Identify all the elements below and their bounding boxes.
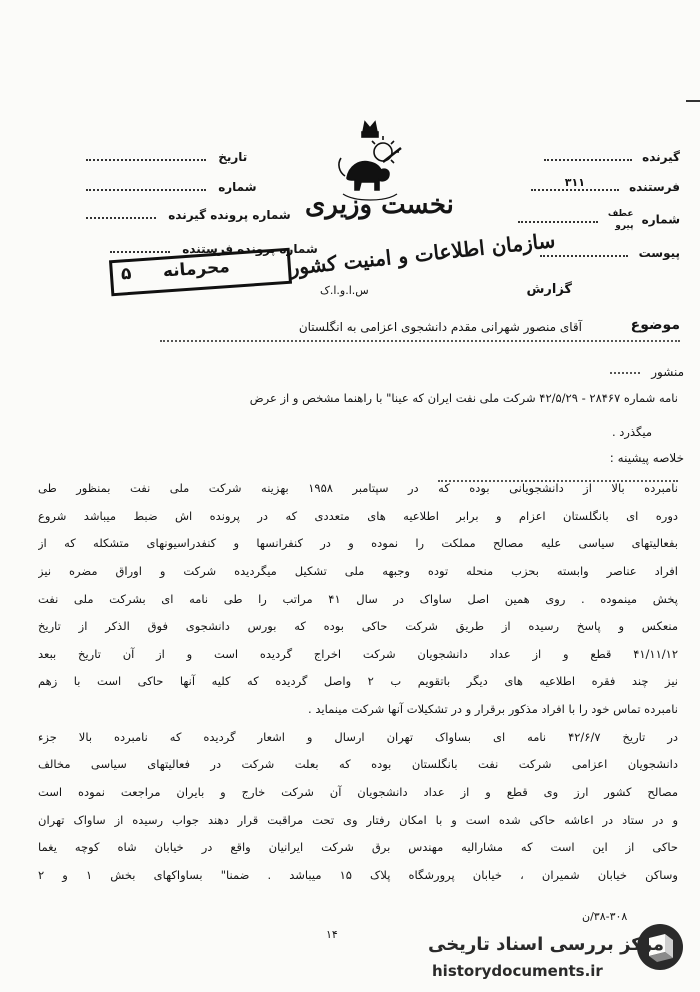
reference-heading-dots xyxy=(610,372,640,374)
date-field xyxy=(86,150,247,164)
summary-line: بفعالیتهای سیاسی علیه مصالح مملکت را نموده و در کنفرانسها و کنفدراسیونهای متشکله که از xyxy=(38,536,678,550)
shomare-field xyxy=(86,180,257,194)
number-sub-labels xyxy=(608,208,634,232)
reference-heading: منشور xyxy=(651,365,684,379)
page-mark: ۱۴ xyxy=(326,928,338,941)
number-sub-b: پیرو xyxy=(615,221,634,231)
summary-line: و در ستاد در اعاشه حاکی شده است و با امکان رفتار وی تحت مراقبت قرار دهند جواب رسیده از ساواک تهران xyxy=(38,813,678,827)
number-sub-a: عطف xyxy=(607,209,634,219)
organization-title: سازمان اطلاعات و امنیت کشور xyxy=(288,228,557,280)
recipient-dots xyxy=(544,155,632,161)
summary-line: نامبرده بالا از دانشجویانی بوده که در سپتامبر ۱۹۵۸ بهزینه شرکت ملی نفت بمنظور طی xyxy=(38,481,678,495)
watermark-title: مرکز بررسی اسناد تاریخی xyxy=(428,934,665,955)
recipient-field xyxy=(544,150,680,164)
date-dots xyxy=(86,155,206,161)
summary-line: منعکس و پاسخ رسیده از طریق شرکت حاکی بوده که بورس دانشجوی فوق الذکر از تاریخ xyxy=(38,619,678,633)
shomare-dots xyxy=(86,185,206,191)
summary-line: نامبرده تماس خود را با افراد مذکور برقرار و در تشکیلات آنها شرکت مینماید . xyxy=(308,702,678,716)
receiver-file-dots xyxy=(86,213,156,219)
summary-line: دوره ای بانگلستان اعزام و برابر اطلاعیه های متعددی که در پرونده اش ضبط میباشد شروع xyxy=(38,509,678,523)
sender-field xyxy=(531,175,680,194)
reference-line-1: نامه شماره ۲۸۴۶۷ - ۴۲/۵/۲۹ شرکت ملی نفت ایران که عینا" با راهنما مشخص و از عرض xyxy=(249,391,678,405)
prime-ministry-title: نخست وزیری xyxy=(305,190,454,220)
summary-heading: خلاصه پیشینه : xyxy=(609,451,684,465)
summary-line: در تاریخ ۴۲/۶/۷ نامه ای بساواک تهران ارسال و اشعار گردیده که نامبرده بالا جزء xyxy=(38,730,678,744)
receiver-file-field xyxy=(86,208,291,222)
summary-line: دانشجویان اعزامی شرکت نفت بانگلستان بوده که بعلت شرکت در فعالیتهای سیاسی مخالف xyxy=(38,757,678,771)
summary-line: نیز چند فقره اطلاعیه های دیگر باتقویم ب ۲ واصل گردیده که کلیه آنها حاکی است با زهم xyxy=(38,674,678,688)
sender-label: فرستنده xyxy=(629,180,680,194)
attachment-label: پیوست xyxy=(638,246,680,260)
summary-line: پخش مینموده . روی همین اصل ساواک در سال ۴۱ مراتب را طی نامه ای بشرکت ملی نفت xyxy=(38,592,678,606)
shomare-label: شماره xyxy=(218,180,257,194)
sender-file-label: شماره پرونده فرستنده xyxy=(182,242,318,256)
sender-dots xyxy=(531,175,619,191)
reference-line-2: میگذرد . xyxy=(611,425,652,439)
subject-label: موضوع xyxy=(630,317,680,333)
form-code: ۳۸-۳۰۸/ن xyxy=(582,910,628,923)
stamp-number: ۵ xyxy=(120,263,133,285)
summary-line: وساکن خیابان شمیران ، خیابان پرورشگاه پلاک ۱۵ میباشد . ضمنا" بساواکهای بخش ۱ و ۲ xyxy=(38,868,678,882)
number-dots xyxy=(518,217,598,223)
sender-value: ۳۱۱ xyxy=(564,175,585,189)
summary-line: ۴۱/۱۱/۱۲ قطع و از عداد دانشجویان شرکت اخراج گردیده است و از آن تاریخ ببعد xyxy=(38,647,678,661)
subject-text: آقای منصور شهرانی مقدم دانشجوی اعزامی به انگلستان xyxy=(298,320,582,334)
attachment-field xyxy=(540,246,680,260)
receiver-file-label: شماره پرونده گیرنده xyxy=(168,208,291,222)
stamp-text: محرمانه xyxy=(162,256,231,282)
summary-line: حاکی از این است که مشارالیه مهندس برق شرکت ایرانیان واقع در خیابان شاه کوچه یغما xyxy=(38,840,678,854)
report-label: گزارش xyxy=(526,282,572,297)
subject-rule xyxy=(160,340,680,342)
summary-line: افراد عناصر وابسته بحزب منحله توده وجبهه ملی تشکیل میگردیده شرکت و اوراق مضره نیز xyxy=(38,564,678,578)
organization-code: س.ا.و.ا.ک xyxy=(320,284,369,297)
recipient-label: گیرنده xyxy=(642,150,680,164)
watermark-url: historydocuments.ir xyxy=(432,962,603,980)
date-label: تاریخ xyxy=(218,150,248,164)
number-label: شماره xyxy=(641,212,680,227)
summary-line: مصالح کشور ارز وی قطع و از عداد دانشجویان آن شرکت خارج و بایران مراجعت نموده است xyxy=(38,785,678,799)
sender-file-dots xyxy=(110,247,170,253)
margin-mark xyxy=(686,100,700,102)
